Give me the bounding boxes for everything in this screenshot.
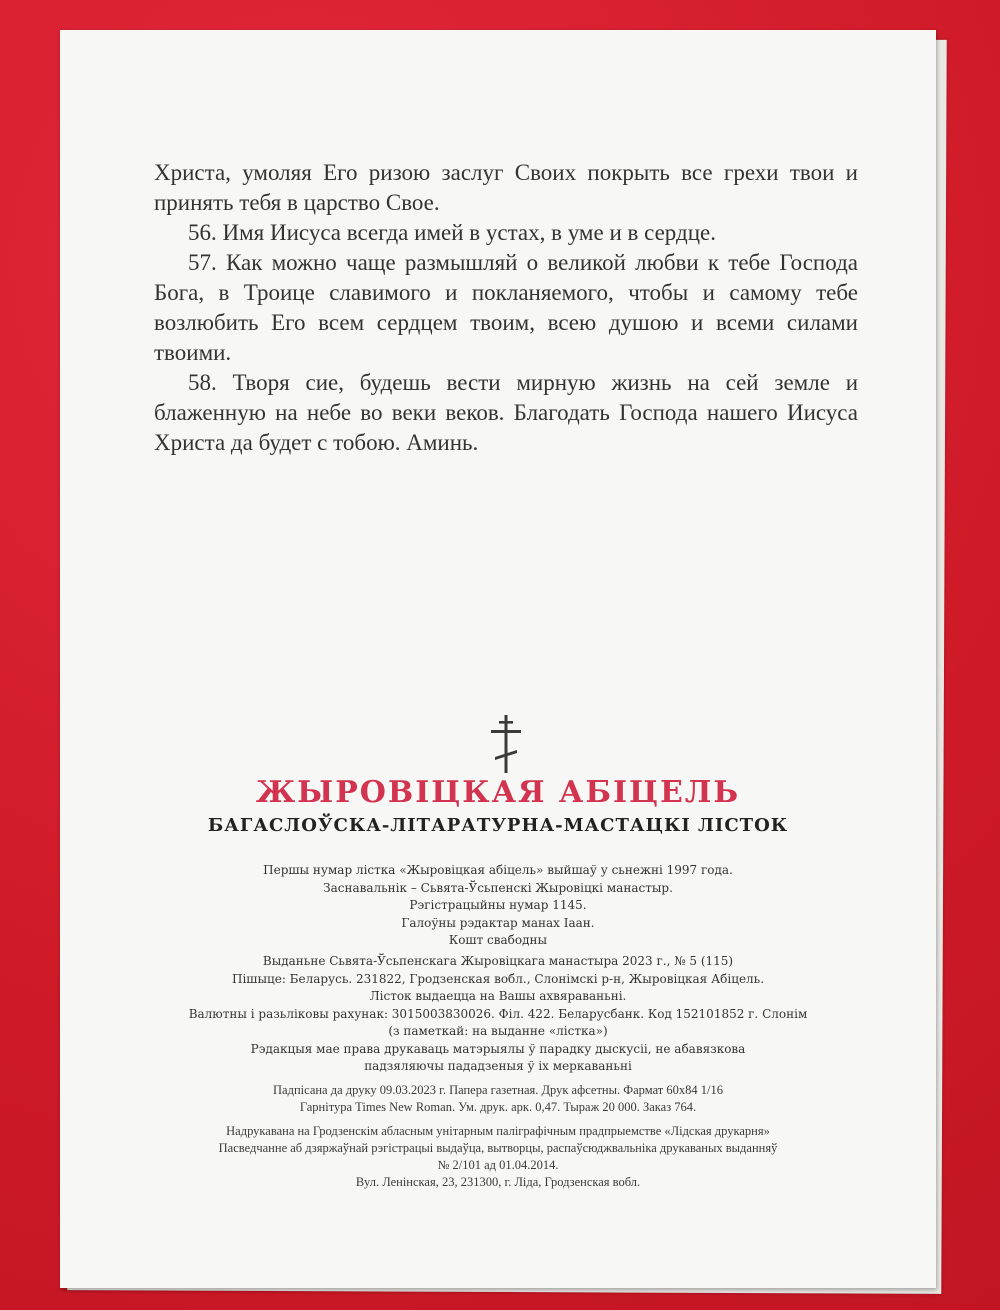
masthead-subtitle: БАГАСЛОЎСКА-ЛІТАРАТУРНА-МАСТАЦКІ ЛІСТОК [207,815,789,836]
imprint-line: Пішыце: Беларусь. 231822, Гродзенская вобл., Слонімскі р-н, Жыровіцкая Абіцель. [231,971,765,986]
paragraph-continuation: Христа, умоляя Его ризою заслуг Своих покрыть все грехи твои и принять тебя в царство Свое. [154,160,858,215]
imprint-line: Пасведчанне аб дзяржаўнай рэгістрацыі выдаўца, вытворцы, распаўсюджвальніка друкаваных выданняў [218,1141,778,1155]
imprint-line: (з паметкай: на выданне «лістка») [388,1024,608,1038]
imprint-line: падзяляючы пададзеныя ў іх меркаваньні [364,1059,632,1073]
imprint-publisher-info [60,953,936,1076]
imprint-line: Надрукавана на Гродзенскім абласным унітарным паліграфічным прадпрыемстве «Лідская друкарня» [226,1124,770,1138]
paragraph-56: 56. Имя Иисуса всегда имей в устах, в уме и в сердце. [188,220,716,245]
imprint-line: Заснавальнік – Сьвята-Ўсьпенскі Жыровіцкі манастыр. [323,880,673,895]
imprint-line: Валютны і разьліковы рахунак: 3015003830026. Філ. 422. Беларусбанк. Код 152101852 г. Слонім [188,1006,808,1021]
body-text [154,158,858,458]
imprint-line: Падпісана да друку 09.03.2023 г. Папера газетная. Друк афсетны. Фармат 60х84 1/16 [273,1083,723,1097]
imprint-line: Галоўны рэдактар манах Іаан. [401,915,595,930]
paragraph-57: 57. Как можно чаще размышляй о великой любви к тебе Господа Бога, в Троице славимого и покланяемого, чтобы и самому тебе возлюбить Его всем сердцем твоим, всею душою и всеми силами твоими. [154,250,858,365]
imprint-line: № 2/101 ад 01.04.2014. [437,1158,559,1172]
imprint-line: Лісток выдаецца на Вашы ахвяраваньні. [369,989,627,1003]
imprint-line: Рэдакцыя мае права друкаваць матэрыялы ў парадку дыскусіі, не абавязкова [250,1041,746,1056]
imprint-line: Вул. Ленінская, 23, 231300, г. Ліда, Гродзенская вобл. [355,1175,641,1189]
imprint-print-specs [60,1082,936,1116]
imprint-printer-info [60,1123,936,1191]
imprint-line: Першы нумар лістка «Жыровіцкая абіцель» выйшаў у сьнежні 1997 года. [263,863,733,877]
orthodox-cross-icon [489,715,523,773]
imprint-line: Рэгістрацыйны нумар 1145. [409,898,587,912]
imprint-line: Кошт свабодны [448,933,548,947]
imprint-founding-info [60,862,936,950]
paragraph-58: 58. Творя сие, будешь вести мирную жизнь на сей земле и блаженную на небе во веки веков. Благодать Господа нашего Иисуса Христа да будет с тобою. Аминь. [154,370,858,455]
imprint-line: Выданьне Сьвята-Ўсьпенскага Жыровіцкага манастыра 2023 г., № 5 (115) [262,954,734,968]
imprint-line: Гарнітура Times New Roman. Ум. друк. арк. 0,47. Тыраж 20 000. Заказ 764. [299,1100,697,1114]
masthead-title: ЖЫРОВІЦКАЯ АБІЦЕЛЬ [255,775,741,810]
paper-sheet [60,30,936,1288]
